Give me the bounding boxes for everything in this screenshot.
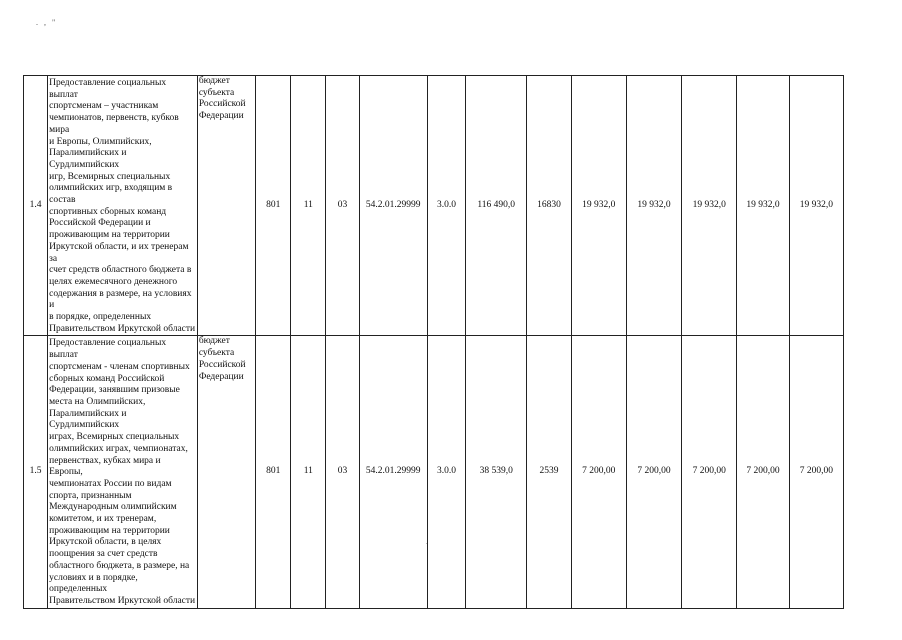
measure-description-text: Предоставление социальных выплат спортсменам – участникам чемпионатов, первенств, кубков мира и Европы, Олимпийских, Паралимпийских и Сурдлимпийских игр, Всемирных специальных олимпийских игр, входящим в состав спортивных сборных команд Российской Федерации и проживающим на территории Иркутской области, и их тренерам за счет средств областного бюджета в целях ежемесячного денежного содержания в размере, на условиях и в порядке, определенных Правительством Иркутской области bbox=[49, 78, 196, 334]
subsection-code: 03 bbox=[326, 76, 359, 336]
measure-description bbox=[48, 336, 198, 608]
year-amount-2: 7 200,00 bbox=[626, 336, 681, 608]
amount-2: 16830 bbox=[527, 76, 571, 336]
grbs-code: 801 bbox=[256, 76, 291, 336]
target-article-code: 54.2.01.29999 bbox=[359, 336, 427, 608]
year-amount-1: 7 200,00 bbox=[571, 336, 626, 608]
measure-description-text: Предоставление социальных выплат спортсменам - членам спортивных сборных команд Российской Федерации, занявшим призовые места на Олимпийских, Паралимпийских и Сурдлимпийских играх, Всемирных специальных олимпийских играх, чемпионатах, первенствах, кубках мира и Европы, чемпионатах России по видам спорта, признанным Международным олимпийским комитетом, и их тренерам, проживающим на территории Иркутской области, в целях поощрения за счет средств областного бюджета, в размере, на условиях и в порядке, определенных Правительством Иркутской области bbox=[49, 338, 196, 606]
row-number: 1.4 bbox=[24, 76, 48, 336]
year-amount-4: 19 932,0 bbox=[737, 76, 789, 336]
amount-2: 2539 bbox=[527, 336, 571, 608]
expense-type-code: 3.0.0 bbox=[427, 336, 465, 608]
funding-source bbox=[197, 76, 255, 336]
measure-description bbox=[48, 76, 198, 336]
table-row bbox=[24, 76, 844, 336]
total-amount: 38 539,0 bbox=[466, 336, 527, 608]
row-number: 1.5 bbox=[24, 336, 48, 608]
budget-table bbox=[23, 75, 844, 609]
year-amount-3: 19 932,0 bbox=[682, 76, 737, 336]
section-code: 11 bbox=[291, 336, 326, 608]
funding-source bbox=[197, 336, 255, 608]
grbs-code: 801 bbox=[256, 336, 291, 608]
year-amount-5: 19 932,0 bbox=[789, 76, 843, 336]
table-row bbox=[24, 336, 844, 608]
year-amount-4: 7 200,00 bbox=[737, 336, 789, 608]
section-code: 11 bbox=[291, 76, 326, 336]
expense-type-code: 3.0.0 bbox=[427, 76, 465, 336]
year-amount-3: 7 200,00 bbox=[682, 336, 737, 608]
year-amount-2: 19 932,0 bbox=[626, 76, 681, 336]
year-amount-5: 7 200,00 bbox=[789, 336, 843, 608]
total-amount: 116 490,0 bbox=[466, 76, 527, 336]
scan-mark-top: . , " bbox=[36, 18, 58, 27]
subsection-code: 03 bbox=[326, 336, 359, 608]
funding-source-text: бюджет субъекта Российской Федерации bbox=[198, 336, 246, 382]
year-amount-1: 19 932,0 bbox=[571, 76, 626, 336]
scan-mark-bottom: . bbox=[426, 540, 430, 546]
funding-source-text: бюджет субъекта Российской Федерации bbox=[198, 76, 246, 122]
target-article-code: 54.2.01.29999 bbox=[359, 76, 427, 336]
